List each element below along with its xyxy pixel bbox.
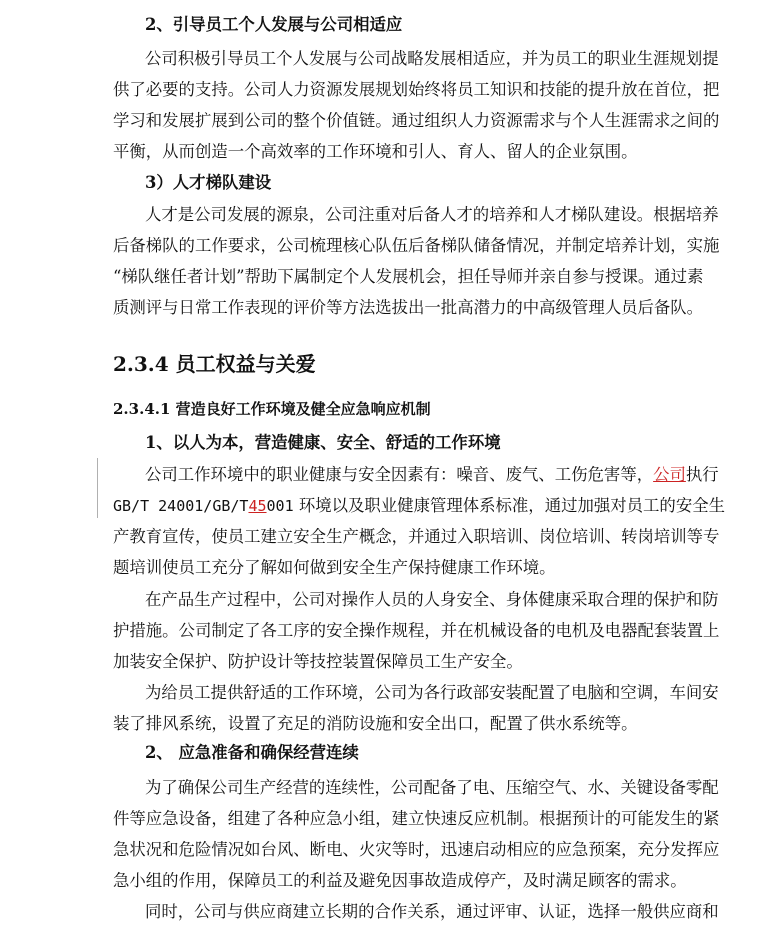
subsection-title: 2.3.4.1 营造良好工作环境及健全应急响应机制 <box>113 400 431 418</box>
paragraph-line: 急状况和危险情况如台风、断电、火灾等时，迅速启动相应的应急预案，充分发挥应 <box>113 840 720 859</box>
paragraph-line: 在产品生产过程中，公司对操作人员的人身安全、身体健康采取合理的保护和防 <box>145 590 719 609</box>
paragraph-line: 件等应急设备，组建了各种应急小组，建立快速反应机制。根据预计的可能发生的紧 <box>113 809 720 828</box>
tracked-change-link[interactable]: 公司 <box>653 465 686 484</box>
heading-work-environment: 1、以人为本，营造健康、安全、舒适的工作环境 <box>145 433 501 452</box>
revision-bar <box>97 458 98 518</box>
tracked-change-link[interactable]: 45 <box>248 497 267 515</box>
heading-personal-development: 2、引导员工个人发展与公司相适应 <box>145 15 403 34</box>
paragraph-line <box>145 465 719 485</box>
paragraph-line: 装了排风系统，设置了充足的消防设施和安全出口，配置了供水系统等。 <box>113 714 638 733</box>
paragraph-line: 后备梯队的工作要求，公司梳理核心队伍后备梯队储备情况，并制定培养计划，实施 <box>113 236 720 255</box>
paragraph-line: 加装安全保护、防护设计等技控装置保障员工生产安全。 <box>113 652 523 671</box>
paragraph-line: 平衡，从而创造一个高效率的工作环境和引人、育人、留人的企业氛围。 <box>113 142 638 161</box>
heading-talent-pipeline: 3）人才梯队建设 <box>145 173 272 192</box>
paragraph-line: 产教育宣传，使员工建立安全生产概念，并通过入职培训、岗位培训、转岗培训等专 <box>113 527 720 546</box>
paragraph-line: 同时，公司与供应商建立长期的合作关系，通过评审、认证，选择一般供应商和 <box>145 902 719 921</box>
paragraph-line: 题培训使员工充分了解如何做到安全生产保持健康工作环境。 <box>113 558 556 577</box>
paragraph-line: 为给员工提供舒适的工作环境，公司为各行政部安装配置了电脑和空调，车间安 <box>145 683 719 702</box>
paragraph-line: 供了必要的支持。公司人力资源发展规划始终将员工知识和技能的提升放在首位，把 <box>113 80 720 99</box>
paragraph-line: 护措施。公司制定了各工序的安全操作规程，并在机械设备的电机及电器配套装置上 <box>113 621 720 640</box>
paragraph-line: 质测评与日常工作表现的评价等方法选拔出一批高潜力的中高级管理人员后备队。 <box>113 298 704 317</box>
text-run: 环境以及职业健康管理体系标准，通过加强对员工的安全生 <box>293 496 725 515</box>
heading-emergency-readiness: 2、 应急准备和确保经营连续 <box>145 743 359 762</box>
standard-code: 001 <box>266 497 294 515</box>
paragraph-line <box>113 496 725 516</box>
text-run: 执行 <box>685 465 719 484</box>
paragraph-line: 为了确保公司生产经营的连续性，公司配备了电、压缩空气、水、关键设备零配 <box>145 778 719 797</box>
text-run: 公司工作环境中的职业健康与安全因素有：噪音、废气、工伤危害等， <box>145 465 654 484</box>
paragraph-line: 学习和发展扩展到公司的整个价值链。通过组织人力资源需求与个人生涯需求之间的 <box>113 111 720 130</box>
paragraph-line: 人才是公司发展的源泉，公司注重对后备人才的培养和人才梯队建设。根据培养 <box>145 205 719 224</box>
paragraph-line: 公司积极引导员工个人发展与公司战略发展相适应，并为员工的职业生涯规划提 <box>145 49 719 68</box>
section-title: 2.3.4 员工权益与关爱 <box>113 352 316 376</box>
paragraph-line: 急小组的作用，保障员工的利益及避免因事故造成停产，及时满足顾客的需求。 <box>113 871 687 890</box>
standard-code: GB/T 24001/GB/T <box>113 497 249 515</box>
paragraph-line: “梯队继任者计划”帮助下属制定个人发展机会，担任导师并亲自参与授课。通过素 <box>113 267 704 286</box>
